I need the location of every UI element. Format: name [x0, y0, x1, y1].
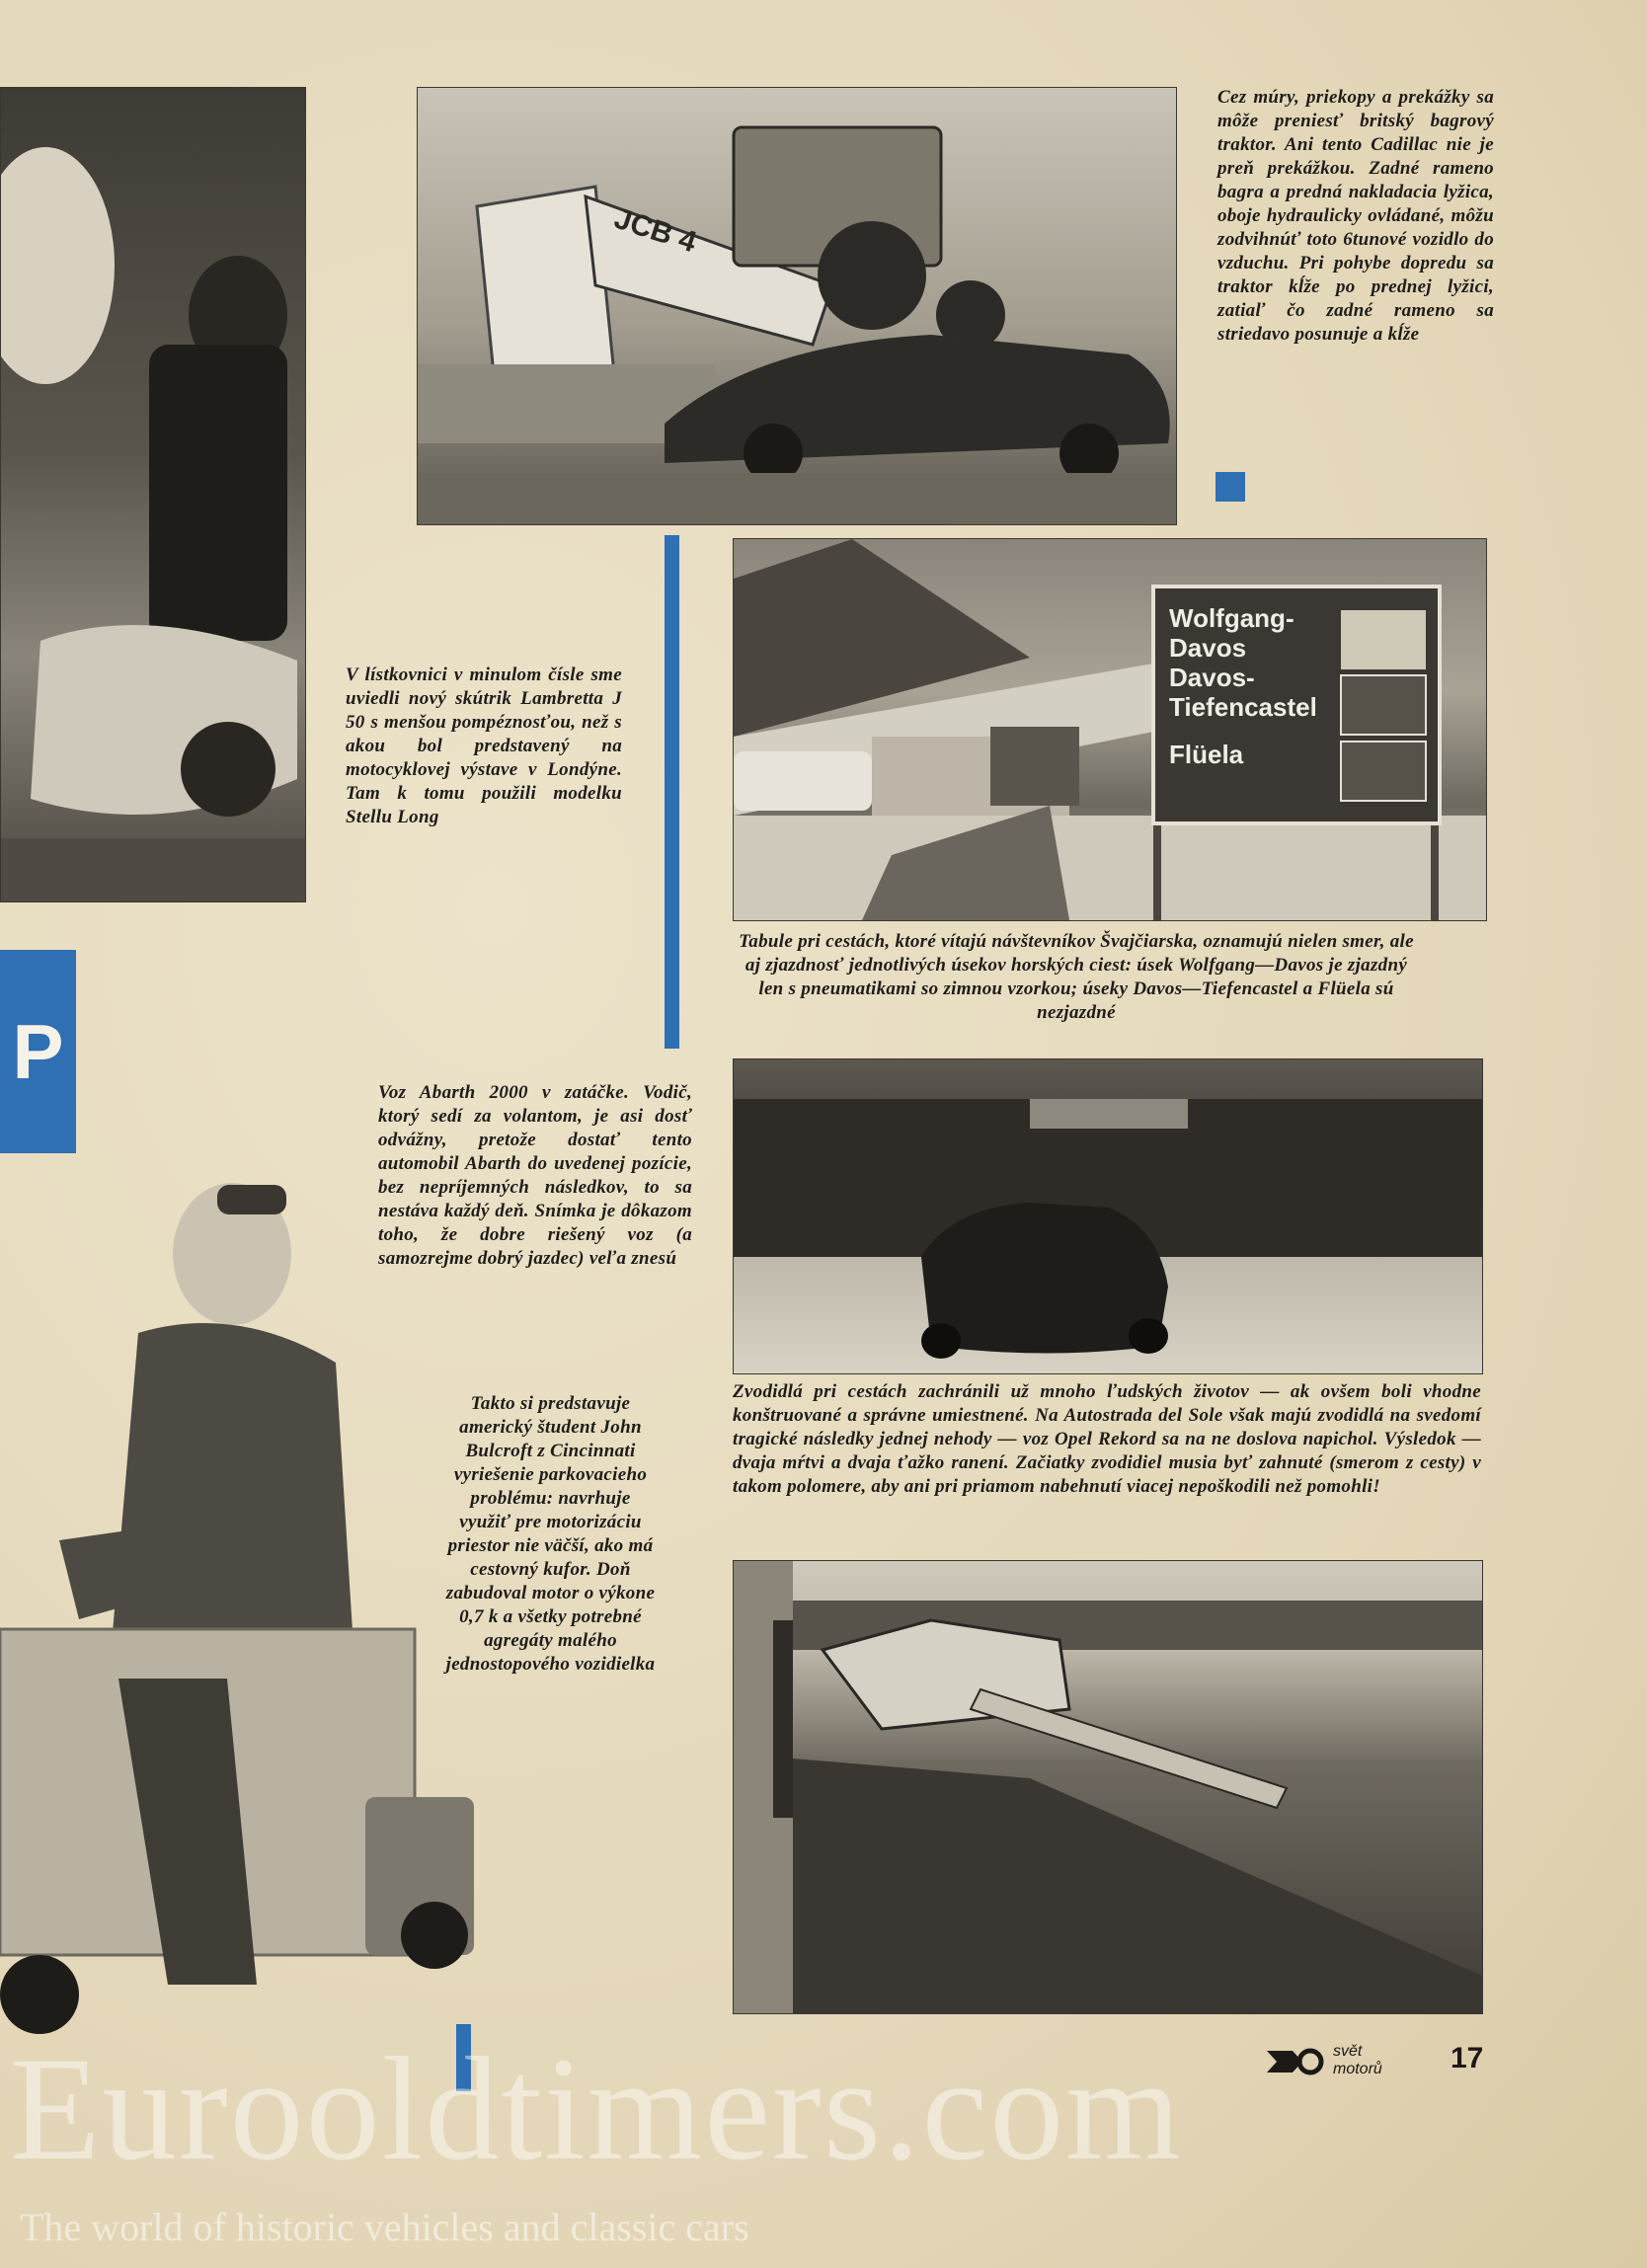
photo-crash-illustration — [734, 1561, 1482, 2013]
caption-marker — [1216, 472, 1245, 502]
sign-line-3: Davos- — [1169, 663, 1255, 692]
caption-tractor: Cez múry, priekopy a prekážky sa môže preniesť britský bagrový traktor. Ani tento Cadillac nie je preň prekážkou. Zadné rameno bagra a predná nakladacia lyžica, oboje hydraulicky ovládané, môžu zodvihnúť toto 6tunové vozidlo do vzduchu. Pri pohybe dopredu sa traktor kĺže po prednej lyžici, zatiaľ čo zadné rameno sa striedavo posunuje a kĺže — [1217, 87, 1494, 345]
photo-opel-rekord-barrier — [733, 1560, 1483, 2014]
caption-abarth: Voz Abarth 2000 v zatáčke. Vodič, ktorý sedí za volantom, je asi dosť odvážny, pretože dostať tento automobil Abarth do uvedenej pozície, bez nepríjemných následkov, to sa nestáva každý deň. Snímka je dôkazom toho, že dobre riešený voz (a samozrejme dobrý jazdec) veľa znesú — [378, 1082, 692, 1269]
photo-swiss-road-signs — [733, 538, 1487, 921]
page-number: 17 — [1451, 2042, 1484, 2074]
footer-brand-top: svět — [1333, 2043, 1363, 2060]
caption-lambretta: V lístkovnici v minulom čísle sme uviedli nový skútrik Lambretta J 50 s menšou pompéznosťou, než s akou bol predstavený na motocyklovej výstave v Londýne. Tam k tomu použili modelku Stellu Long — [346, 665, 622, 827]
brand-emblem-icon — [1263, 2047, 1328, 2076]
photo-abarth-illustration — [734, 1059, 1482, 1373]
caption-barriers: Zvodidlá pri cestách zachránili už mnoho ľudských životov — ak ovšem boli vhodne konštruované a správne umiestnené. Na Autostrada del Sole však majú zvodidlá na svedomí tragické následky jednej nehody — voz Opel Rekord sa na ne doslova napichol. Výsledok — dvaja mŕtvi a dvaja ťažko ranení. Začiatky zvodidiel musia byť zahnuté (smerom z cesty) v takom polomere, aby ani pri priamom nabehnutí viacej nepoškodili než pomohli! — [733, 1381, 1481, 1497]
section-tab — [0, 950, 76, 1153]
caption-signs: Tabule pri cestách, ktoré vítajú návštevníkov Švajčiarska, oznamujú nielen smer, ale aj zjazdnosť jednotlivých úsekov horských ciest: úsek Wolfgang—Davos je zjazdný len s pneumatikami so zimnou vzorkou; úseky Davos—Tiefencastel a Flüela sú nezjazdné — [739, 931, 1414, 1023]
sign-line-1: Wolfgang- — [1169, 603, 1294, 633]
sign-line-4: Tiefencastel — [1169, 692, 1317, 722]
vertical-rule-top — [665, 535, 679, 1049]
footer-brand-logo — [1263, 2047, 1328, 2076]
photo-tractor-cadillac — [417, 87, 1177, 525]
watermark-sub: The world of historic vehicles and classic cars — [20, 2205, 749, 2249]
photo-signs-illustration — [734, 539, 1486, 920]
photo-tractor-illustration — [418, 88, 1176, 524]
sign-line-2: Davos — [1169, 633, 1247, 663]
caption-student: Takto si predstavuje americký študent John Bulcroft z Cincinnati vyriešenie parkovacieho problému: navrhuje využiť pre motorizáciu priestor nie väčší, ako má cestovný kufor. Doň zabudoval motor o výkone 0,7 k a všetky potrebné agregáty malého jednostopového vozidielka — [445, 1393, 656, 1675]
road-sign-text — [1169, 603, 1317, 769]
photo-lambretta-model — [0, 87, 306, 902]
photo-student-illustration — [0, 1165, 484, 2064]
sign-line-5: Flüela — [1169, 740, 1244, 769]
photo-abarth-2000 — [733, 1058, 1483, 1374]
section-tab-letter: P — [12, 1008, 64, 1095]
tractor-label: JCB 4 — [610, 201, 701, 260]
photo-suitcase-scooter — [0, 1165, 484, 2064]
photo-lambretta-illustration — [1, 88, 305, 901]
watermark-main: Eurooldtimers.com — [10, 2027, 1183, 2191]
footer-brand-bottom: motorů — [1333, 2061, 1382, 2077]
